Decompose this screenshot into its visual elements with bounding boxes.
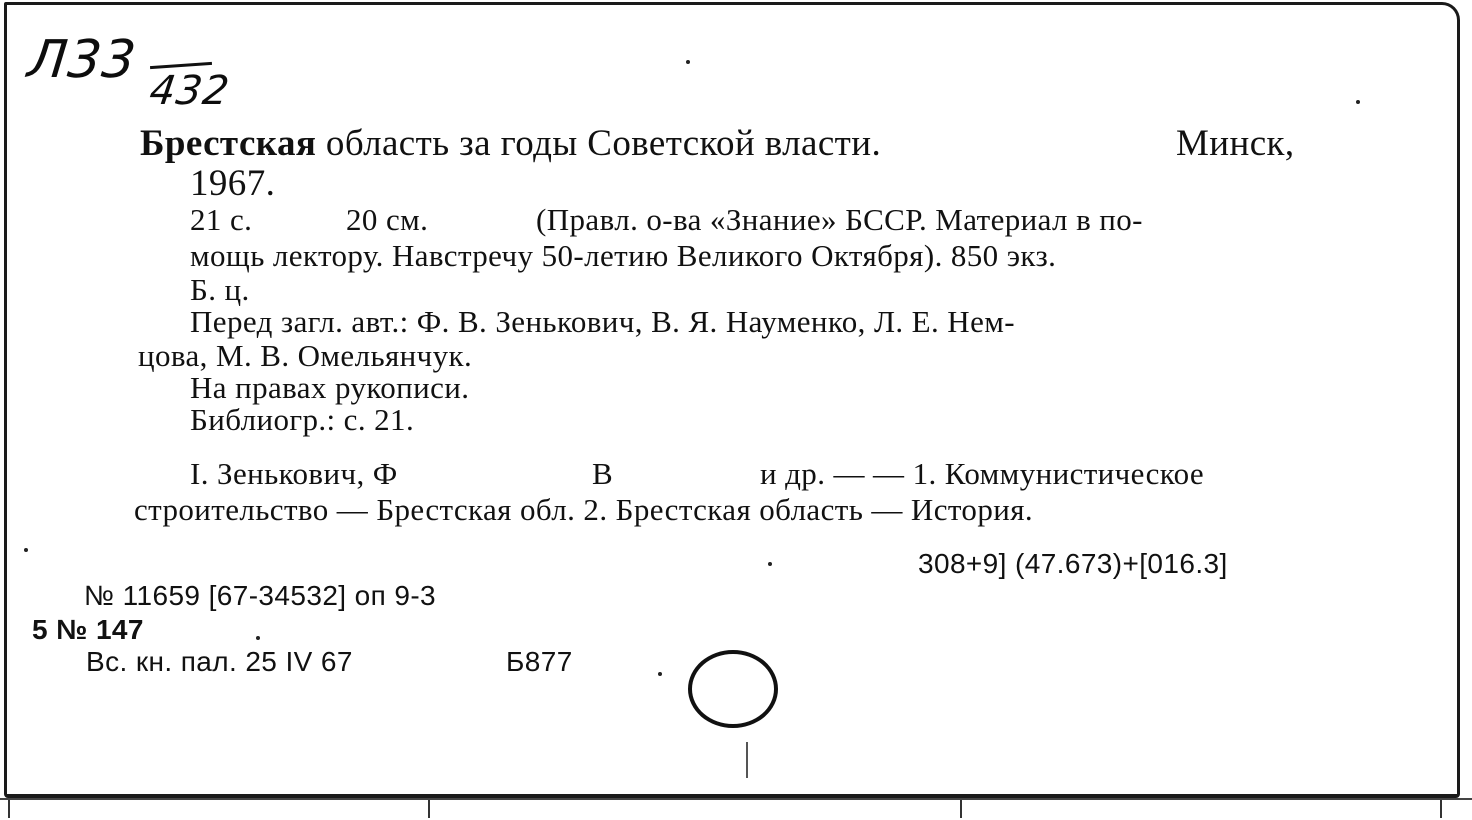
authors-line-2: цова, М. В. Омельянчук.: [138, 338, 473, 373]
entry-title-bold: Брестская: [140, 123, 317, 164]
speck: [768, 562, 772, 566]
collation-pages: 21 с.: [190, 202, 253, 237]
handwritten-shelf-number: 432: [146, 68, 233, 114]
speck: [256, 636, 260, 640]
handwritten-shelf-code: Л33: [24, 30, 140, 90]
card-code: Б877: [506, 646, 573, 677]
price-note: Б. ц.: [190, 272, 250, 307]
card-bottom-strip: [0, 798, 1472, 820]
tracing-line-2: строительство — Брестская обл. 2. Брестская область — История.: [134, 492, 1034, 527]
lot-number: 5 № 147: [32, 614, 144, 645]
series-line-2: мощь лектору. Навстречу 50-летию Великого Октября). 850 экз.: [190, 238, 1057, 273]
entry-year: 1967.: [190, 163, 276, 204]
entry-title-line: [140, 122, 881, 165]
strip-tick: [960, 800, 962, 818]
tracing-line-1a: I. Зенькович, Ф: [190, 456, 398, 491]
entry-city: Минск,: [1176, 123, 1295, 164]
strip-tick: [8, 800, 10, 818]
punch-mark: [746, 742, 748, 778]
note-bibliography: Библиогр.: с. 21.: [190, 402, 415, 437]
classification-index: 308+9] (47.673)+[016.3]: [918, 548, 1228, 579]
tracing-line-1b: В: [592, 456, 614, 491]
book-chamber: Вс. кн. пал. 25 IV 67: [86, 646, 353, 677]
authors-line-1: Перед загл. авт.: Ф. В. Зенькович, В. Я. Науменко, Л. Е. Нем-: [190, 304, 1015, 339]
card-number: № 11659 [67-34532] оп 9-3: [84, 580, 437, 611]
speck: [24, 548, 28, 552]
speck: [1356, 100, 1360, 104]
speck: [686, 60, 690, 64]
entry-title-rest: область за годы Советской власти.: [325, 123, 882, 164]
punch-hole: [688, 650, 778, 728]
series-line-1: (Правл. о-ва «Знание» БССР. Материал в по-: [536, 202, 1143, 237]
tracing-line-1c: и др. — — 1. Коммунистическое: [760, 456, 1205, 491]
speck: [658, 672, 662, 676]
strip-tick: [428, 800, 430, 818]
collation-size: 20 см.: [346, 202, 429, 237]
note-rights: На правах рукописи.: [190, 370, 470, 405]
strip-tick: [1440, 800, 1442, 818]
